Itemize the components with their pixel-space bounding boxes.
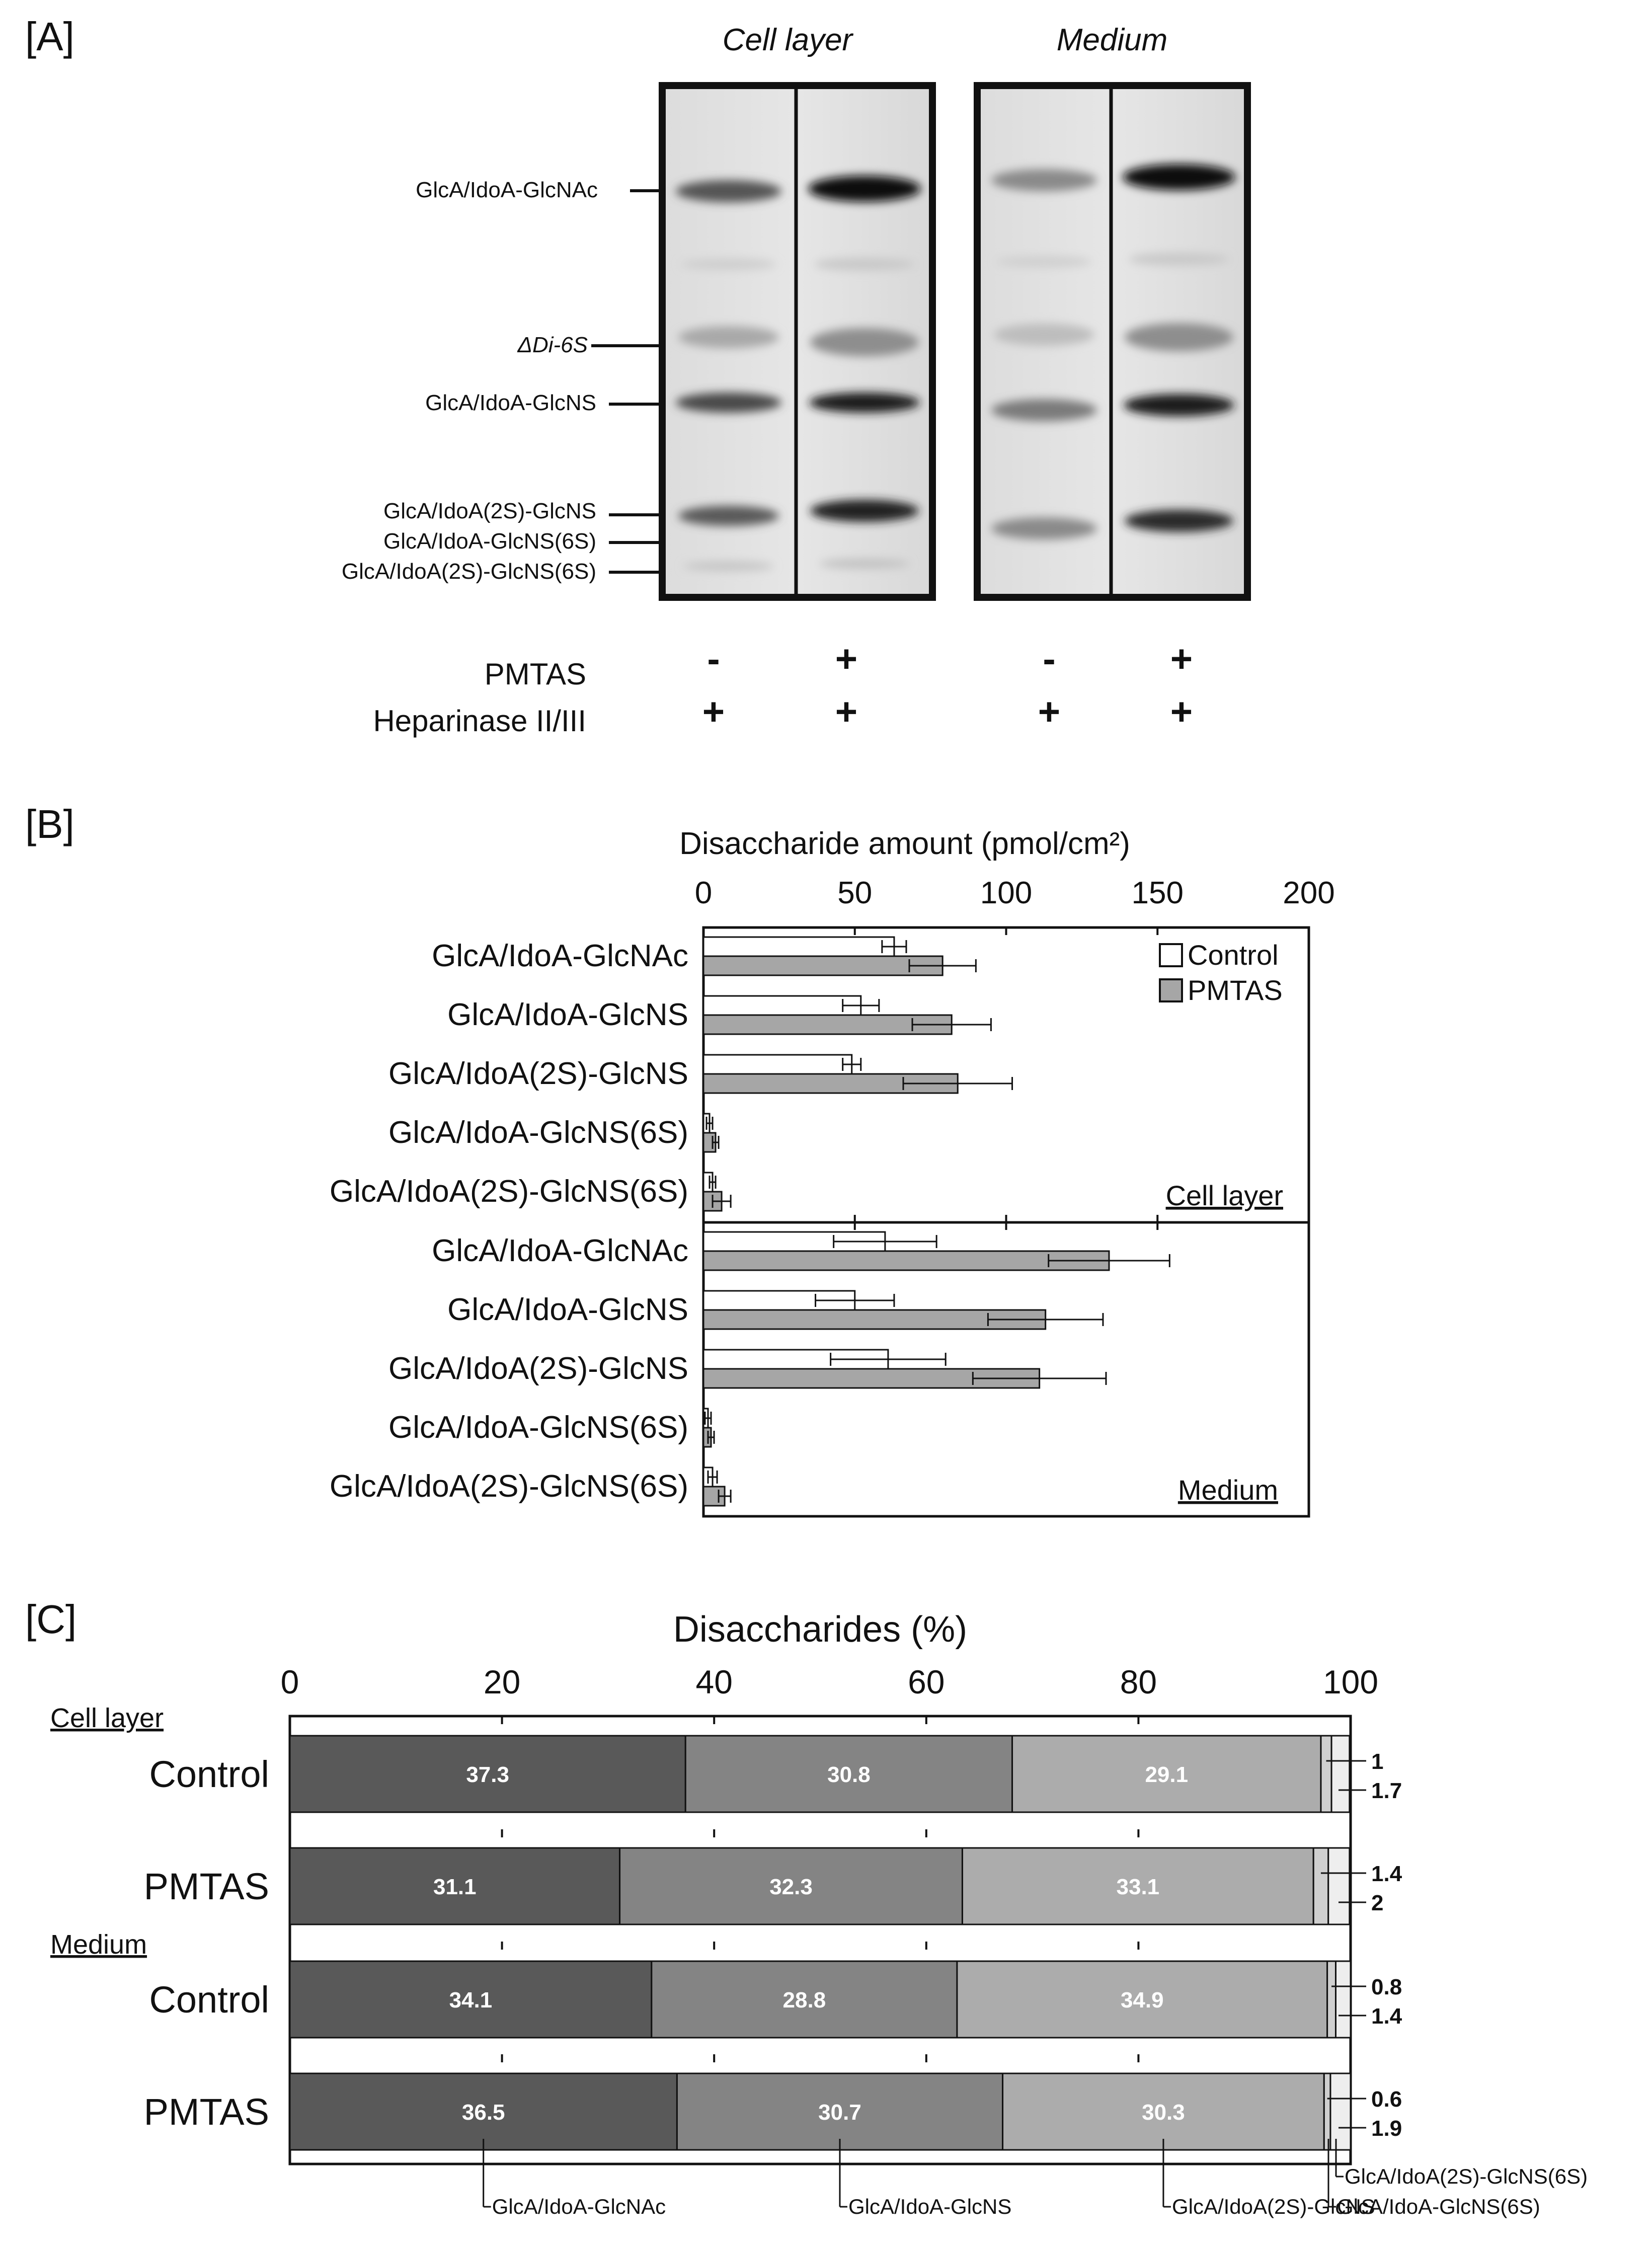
stack-segment-2-4 [1335, 1961, 1351, 2038]
series-label-3: GlcA/IdoA-GlcNS(6S) [1337, 2195, 1540, 2218]
series-label-0: GlcA/IdoA-GlcNAc [492, 2195, 666, 2218]
sign-hep-4: + [1170, 690, 1193, 733]
chart-b-label-0-4: GlcA/IdoA(2S)-GlcNS(6S) [329, 1174, 688, 1209]
band-label-glcns: GlcA/IdoA-GlcNS [425, 391, 596, 415]
panel-a-label: [A] [25, 14, 74, 59]
chart-c-series-labels [484, 2139, 1588, 2218]
panel-c [25, 1597, 1588, 2218]
stack-value-2-2: 34.9 [1120, 1988, 1164, 2013]
small-value-b-2: 1.4 [1371, 2004, 1402, 2029]
band-labels [342, 178, 662, 584]
chart-b-label-1-2: GlcA/IdoA(2S)-GlcNS [388, 1351, 688, 1386]
chart-b-tick-labels [695, 876, 1335, 910]
chart-c-group-medium: Medium [50, 1929, 147, 1960]
chart-c-tick-20: 20 [483, 1663, 521, 1700]
small-value-a-1: 1.4 [1371, 1862, 1402, 1886]
condition-label-heparinase: Heparinase II/III [373, 704, 586, 738]
stack-segment-0-3 [1321, 1736, 1331, 1812]
legend-swatch-control [1160, 944, 1182, 966]
bar-cell-layer-control-1 [703, 996, 861, 1015]
panel-b-label: [B] [25, 802, 74, 846]
stack-value-1-0: 31.1 [433, 1875, 477, 1899]
series-label-2: GlcA/IdoA(2S)-GlcNS [1171, 2195, 1375, 2218]
chart-b-label-1-0: GlcA/IdoA-GlcNAc [432, 1233, 688, 1268]
stack-segment-3-3 [1324, 2073, 1330, 2150]
chart-c-tick-80: 80 [1120, 1663, 1157, 1700]
gel-medium [977, 86, 1247, 597]
chart-b-label-0-1: GlcA/IdoA-GlcNS [447, 997, 688, 1032]
panel-b [25, 802, 1335, 1516]
sign-hep-1: + [702, 690, 725, 733]
small-value-b-3: 1.9 [1371, 2116, 1402, 2141]
conditions [373, 638, 1193, 738]
stack-value-0-2: 29.1 [1145, 1762, 1189, 1787]
panel-a [25, 14, 1247, 738]
band-label-glcnac: GlcA/IdoA-GlcNAc [416, 178, 598, 202]
small-value-b-0: 1.7 [1371, 1778, 1402, 1803]
stack-value-1-2: 33.1 [1116, 1875, 1160, 1899]
sign-pmtas-2: + [835, 638, 858, 680]
band-label-didi6s: ΔDi-6S [517, 333, 588, 357]
gel-cell-layer [662, 86, 932, 597]
chart-c-tick-40: 40 [695, 1663, 733, 1700]
chart-c-tick-labels [281, 1663, 1378, 1700]
chart-c-tick-60: 60 [908, 1663, 945, 1700]
chart-b-label-1-4: GlcA/IdoA(2S)-GlcNS(6S) [329, 1469, 688, 1504]
chart-b-tick-0: 0 [694, 876, 713, 910]
chart-c-row-label-2: Control [149, 1979, 269, 2021]
series-label-4: GlcA/IdoA(2S)-GlcNS(6S) [1345, 2164, 1588, 2188]
chart-c-row-labels [144, 1753, 269, 2133]
stack-value-2-1: 28.8 [782, 1988, 826, 2013]
bar-cell-layer-control-0 [703, 937, 894, 956]
panel-c-label: [C] [25, 1597, 77, 1642]
stack-value-3-2: 30.3 [1142, 2100, 1185, 2125]
bar-cell-layer-control-2 [703, 1055, 852, 1074]
stack-segment-3-4 [1330, 2073, 1351, 2150]
sign-pmtas-1: - [707, 638, 720, 680]
chart-b-tick-200: 200 [1283, 876, 1335, 910]
stack-segment-0-4 [1331, 1736, 1350, 1812]
small-value-a-2: 0.8 [1371, 1975, 1402, 1999]
stack-segment-1-4 [1328, 1848, 1350, 1924]
chart-b-tick-150: 150 [1131, 876, 1184, 910]
chart-c-bars [290, 1736, 1402, 2150]
stack-value-3-1: 30.7 [818, 2100, 861, 2125]
chart-c-tick-100: 100 [1322, 1663, 1379, 1700]
stack-segment-2-3 [1327, 1961, 1336, 2038]
stack-value-1-1: 32.3 [769, 1875, 813, 1899]
small-value-a-3: 0.6 [1371, 2087, 1402, 2112]
chart-b-tick-100: 100 [980, 876, 1033, 910]
chart-b-label-1-3: GlcA/IdoA-GlcNS(6S) [388, 1410, 688, 1445]
sign-hep-3: + [1038, 690, 1061, 733]
small-value-a-0: 1 [1371, 1749, 1384, 1774]
gel-title-medium: Medium [1056, 23, 1168, 57]
chart-b-label-1-1: GlcA/IdoA-GlcNS [447, 1292, 688, 1327]
band-label-2s-glcns6s: GlcA/IdoA(2S)-GlcNS(6S) [341, 559, 596, 584]
gel-title-cell-layer: Cell layer [722, 23, 853, 57]
small-value-b-1: 2 [1371, 1891, 1384, 1915]
legend-swatch-pmtas [1160, 979, 1182, 1001]
stack-value-2-0: 34.1 [449, 1988, 493, 2013]
chart-c-row-label-3: PMTAS [143, 2091, 269, 2133]
chart-c-row-label-1: PMTAS [143, 1866, 269, 1907]
bar-cell-layer-pmtas-0 [703, 956, 942, 975]
chart-c-row-label-0: Control [149, 1753, 269, 1795]
chart-b-category-labels [330, 939, 688, 1504]
stack-value-0-1: 30.8 [827, 1762, 871, 1787]
chart-b-title: Disaccharide amount (pmol/cm²) [679, 826, 1130, 861]
chart-c-title: Disaccharides (%) [673, 1609, 968, 1650]
chart-b-label-0-0: GlcA/IdoA-GlcNAc [432, 939, 688, 973]
chart-b-legend [1160, 939, 1283, 1006]
legend-label-control: Control [1188, 939, 1279, 971]
stack-value-3-0: 36.5 [461, 2100, 505, 2125]
series-label-1: GlcA/IdoA-GlcNS [848, 2195, 1012, 2218]
legend-label-pmtas: PMTAS [1188, 974, 1283, 1006]
chart-b-tick-50: 50 [837, 876, 873, 910]
band-label-glcns6s: GlcA/IdoA-GlcNS(6S) [383, 529, 596, 554]
stack-segment-1-3 [1313, 1848, 1328, 1924]
sign-hep-2: + [835, 690, 858, 733]
chart-b-label-0-3: GlcA/IdoA-GlcNS(6S) [388, 1115, 688, 1150]
sign-pmtas-3: - [1043, 638, 1056, 680]
chart-b-group-label-medium: Medium [1177, 1474, 1278, 1506]
condition-label-pmtas: PMTAS [484, 657, 586, 691]
sign-pmtas-4: + [1170, 638, 1193, 680]
chart-c-group-cell-layer: Cell layer [50, 1703, 164, 1733]
band-label-2s-glcns: GlcA/IdoA(2S)-GlcNS [383, 499, 596, 523]
chart-b-label-0-2: GlcA/IdoA(2S)-GlcNS [388, 1056, 688, 1091]
stack-value-0-0: 37.3 [466, 1762, 509, 1787]
chart-c-tick-0: 0 [280, 1663, 299, 1700]
chart-b-group-label-cell-layer: Cell layer [1165, 1180, 1283, 1211]
